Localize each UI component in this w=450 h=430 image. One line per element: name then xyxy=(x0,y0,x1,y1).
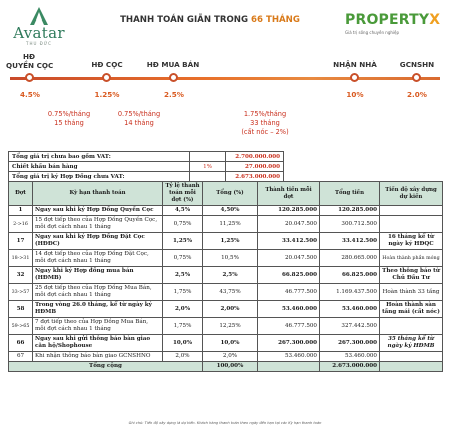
cell-phase: 67 xyxy=(9,352,33,362)
cell-term: Ngay sau khi ký Hợp Đồng Đặt Cọc (HĐĐC) xyxy=(33,233,163,250)
table-row xyxy=(9,318,443,335)
cell-rate: 4,5% xyxy=(163,206,203,216)
cell-progress: 35 tháng kể từ ngày ký HĐMB xyxy=(380,335,443,352)
col-header: Tỷ lệ thanh toán mỗi đợt (%) xyxy=(163,182,203,206)
summary-value: 2.673.000.000 xyxy=(226,172,284,182)
cell-term: 25 đợt tiếp theo của Hợp Đồng Mua Bán, mỗi đợt cách nhau 1 tháng xyxy=(33,284,163,301)
col-header: Tổng (%) xyxy=(203,182,258,206)
cell-term: 14 đợt tiếp theo của Hợp Đồng Đặt Cọc, mỗi đợt cách nhau 1 tháng xyxy=(33,250,163,267)
cell-phase: 33->57 xyxy=(9,284,33,301)
cell-total-rate: 2,00% xyxy=(203,301,258,318)
cell-total-amount: 280.665.000 xyxy=(320,250,380,267)
summary-label: Chiết khấu bán hàng xyxy=(9,162,190,172)
table-row xyxy=(9,284,443,301)
note-line: 15 tháng xyxy=(54,119,84,127)
cell-total-amount: 33.412.500 xyxy=(320,233,380,250)
brand-right-b: X xyxy=(429,12,441,28)
cell-phase: 66 xyxy=(9,335,33,352)
stage-pct: 4.5% xyxy=(20,90,40,99)
col-header: Tổng tiền xyxy=(320,182,380,206)
stage-label: QUYỀN CỌC xyxy=(6,61,54,70)
cell-progress xyxy=(380,216,443,233)
cell-total-rate: 1,25% xyxy=(203,233,258,250)
cell-phase: 32 xyxy=(9,267,33,284)
title-prefix: THANH TOÁN GIÃN TRONG xyxy=(120,15,252,25)
cell-total-amount: 120.285.000 xyxy=(320,206,380,216)
header-banner xyxy=(0,0,450,140)
note-line: 1.75%/tháng xyxy=(243,110,287,118)
timeline-dot xyxy=(350,73,359,82)
table-row xyxy=(9,206,443,216)
stage-pct: 1.25% xyxy=(94,90,120,99)
cell-total-rate: 2,5% xyxy=(203,267,258,284)
note-line: 0.75%/tháng xyxy=(47,110,91,118)
leaf-logo-icon xyxy=(26,6,52,26)
table-header-row xyxy=(9,182,443,206)
cell-term: 15 đợt tiếp theo của Hợp Đồng Quyền Cọc, mỗi đợt cách nhau 1 tháng xyxy=(33,216,163,233)
timeline-dot xyxy=(102,73,111,82)
cell-amount: 46.777.500 xyxy=(258,318,320,335)
cell-total-amount: 1.169.437.500 xyxy=(320,284,380,301)
cell-phase: 1 xyxy=(9,206,33,216)
brand-right-a: PROPERTY xyxy=(345,12,430,28)
summary-value: 2.700.000.000 xyxy=(226,152,284,162)
cell-amount: 33.412.500 xyxy=(258,233,320,250)
table-row xyxy=(9,301,443,318)
cell-total-rate: 10,5% xyxy=(203,250,258,267)
cell-term: Ngay sau khi gửi thông báo bàn giao căn hộ/Shophouse xyxy=(33,335,163,352)
cell-term: Trong vòng 26.0 tháng, kể từ ngày ký HĐMB xyxy=(33,301,163,318)
note-line: 33 tháng xyxy=(250,119,280,127)
installment-note xyxy=(225,110,305,137)
cell-rate: 0,75% xyxy=(163,216,203,233)
footnote: Ghi chú: Tiến độ xây dựng là dự kiến. Khách hàng thanh toán theo ngày đến hạn tại các Kỳ hạn thanh toán xyxy=(128,421,322,425)
cell-progress: Hoàn thành phần móng xyxy=(380,250,443,267)
stage-pct: 10% xyxy=(346,90,364,99)
cell-amount: 20.047.500 xyxy=(258,250,320,267)
cell-total-amount: 66.825.000 xyxy=(320,267,380,284)
cell-amount: 267.300.000 xyxy=(258,335,320,352)
summary-row xyxy=(9,152,442,162)
stage-label: HĐ CỌC xyxy=(91,60,123,69)
table-row xyxy=(9,335,443,352)
cell-term: 7 đợt tiếp theo của Hợp Đồng Mua Bán, mỗi đợt cách nhau 1 tháng xyxy=(33,318,163,335)
summary-table xyxy=(8,151,442,182)
cell-total-amount: 53.460.000 xyxy=(320,352,380,362)
cell-phase: 59->65 xyxy=(9,318,33,335)
table-row xyxy=(9,216,443,233)
brand-left-sub: THU ĐỨC xyxy=(26,41,52,46)
col-header: Thành tiền mỗi đợt xyxy=(258,182,320,206)
brand-left-name: Avatar xyxy=(13,24,65,42)
stage-label-top: HĐ xyxy=(22,52,36,61)
cell-total-amount: 300.712.500 xyxy=(320,216,380,233)
table-row xyxy=(9,250,443,267)
brand-right-name xyxy=(345,12,440,28)
cell-total-amount: 267.300.000 xyxy=(320,335,380,352)
avatar-logo xyxy=(10,4,68,46)
cell-rate: 10,0% xyxy=(163,335,203,352)
col-header: Kỳ hạn thanh toán xyxy=(33,182,163,206)
cell-total-rate: 10,0% xyxy=(203,335,258,352)
summary-pct: 1% xyxy=(190,162,226,172)
cell-amount: 120.285.000 xyxy=(258,206,320,216)
cell-progress: Hoàn thành 33 tầng xyxy=(380,284,443,301)
timeline-dot xyxy=(169,73,178,82)
summary-pct xyxy=(190,152,226,162)
cell-amount: 20.047.500 xyxy=(258,216,320,233)
stage-label: HĐ MUA BÁN xyxy=(146,60,200,69)
cell-term: Ngay sau khi ký Hợp Đồng Quyền Cọc xyxy=(33,206,163,216)
cell-phase: 2->16 xyxy=(9,216,33,233)
cell-rate: 1,75% xyxy=(163,318,203,335)
propertyx-logo xyxy=(345,8,440,42)
cell-rate: 2,0% xyxy=(163,352,203,362)
stage-quyen-coc xyxy=(6,52,52,70)
title-highlight: 66 THÁNG xyxy=(251,15,300,25)
cell-rate: 1,25% xyxy=(163,233,203,250)
cell-total-amount: 327.442.500 xyxy=(320,318,380,335)
stage-pct: 2.5% xyxy=(164,90,184,99)
summary-label: Tổng giá trị ký Hợp Đồng chưa VAT: xyxy=(9,172,190,182)
note-line: 14 tháng xyxy=(124,119,154,127)
summary-label: Tổng giá trị chưa bao gồm VAT: xyxy=(9,152,190,162)
page-title xyxy=(100,15,320,25)
installment-note xyxy=(104,110,174,128)
cell-term: Ngay khi ký Hợp đồng mua bán (HĐMB) xyxy=(33,267,163,284)
col-header: Đợt xyxy=(9,182,33,206)
cell-rate: 2,5% xyxy=(163,267,203,284)
cell-progress: 16 tháng kể từ ngày ký HĐQC xyxy=(380,233,443,250)
stage-gcnshn xyxy=(393,60,441,69)
cell-phase: 58 xyxy=(9,301,33,318)
timeline-dot xyxy=(412,73,421,82)
cell-amount: 66.825.000 xyxy=(258,267,320,284)
summary-pct xyxy=(190,172,226,182)
cell-total-rate: 2,0% xyxy=(203,352,258,362)
cell-total-rate: 4,50% xyxy=(203,206,258,216)
cell-progress xyxy=(380,352,443,362)
summary-row xyxy=(9,172,442,182)
cell-term: Khi nhận thông báo bàn giao GCNSHNO xyxy=(33,352,163,362)
cell-rate: 0,75% xyxy=(163,250,203,267)
cell-amount: 46.777.500 xyxy=(258,284,320,301)
note-line: 0.75%/tháng xyxy=(117,110,161,118)
note-line: (cất nóc – 2%) xyxy=(241,128,289,136)
summary-row xyxy=(9,162,442,172)
payment-schedule-table xyxy=(8,181,443,372)
cell-rate: 1,75% xyxy=(163,284,203,301)
stage-hd-coc xyxy=(82,60,132,69)
col-header: Tiến độ xây dựng dự kiến xyxy=(380,182,443,206)
stage-hd-mua-ban xyxy=(143,60,203,69)
stage-label: GCNSHN xyxy=(399,60,435,69)
cell-amount: 53.460.000 xyxy=(258,352,320,362)
cell-total-rate: 12,25% xyxy=(203,318,258,335)
cell-total-rate: 43,75% xyxy=(203,284,258,301)
cell-progress xyxy=(380,206,443,216)
cell-phase: 18->31 xyxy=(9,250,33,267)
timeline-dot xyxy=(25,73,34,82)
stage-nhan-nha xyxy=(325,60,385,69)
cell-progress: Theo thông báo từ Chủ Đầu Tư xyxy=(380,267,443,284)
cell-progress xyxy=(380,318,443,335)
table-row xyxy=(9,267,443,284)
cell-phase: 17 xyxy=(9,233,33,250)
cell-total-rate: 11,25% xyxy=(203,216,258,233)
table-total-row xyxy=(9,362,443,372)
cell-progress: Hoàn thành sàn tầng mái (cất nóc) xyxy=(380,301,443,318)
stage-pct: 2.0% xyxy=(407,90,427,99)
summary-value: 27.000.000 xyxy=(226,162,284,172)
total-label: Tổng cộng xyxy=(9,362,203,372)
installment-note xyxy=(34,110,104,128)
brand-right-sub: Giá trị sống chuyên nghiệp xyxy=(345,30,400,35)
cell-amount: 53.460.000 xyxy=(258,301,320,318)
cell-total-amount: 53.460.000 xyxy=(320,301,380,318)
cell-rate: 2,0% xyxy=(163,301,203,318)
table-row xyxy=(9,352,443,362)
table-row xyxy=(9,233,443,250)
total-value: 2.673.000.000 xyxy=(320,362,380,372)
stage-label: NHẬN NHÀ xyxy=(333,60,377,69)
timeline-bar xyxy=(10,77,440,80)
total-pct: 100,00% xyxy=(203,362,258,372)
